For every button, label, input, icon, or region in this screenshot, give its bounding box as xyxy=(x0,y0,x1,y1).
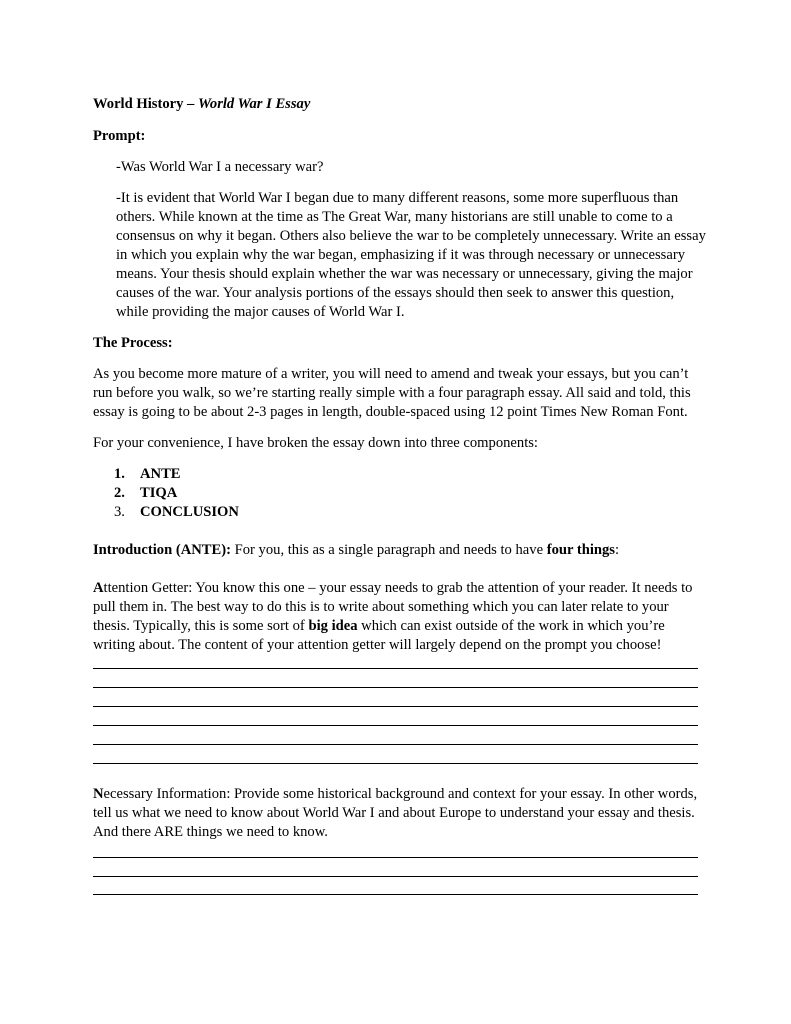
introduction-line: Introduction (ANTE): For you, this as a single paragraph and needs to have four things: xyxy=(93,542,620,558)
prompt-question: -Was World War I a necessary war? xyxy=(116,159,324,175)
component-item-3: 3. CONCLUSION xyxy=(114,504,239,520)
process-heading: The Process: xyxy=(93,335,173,351)
components-intro: For your convenience, I have broken the essay down into three components: xyxy=(93,435,538,451)
answer-line[interactable] xyxy=(93,668,698,669)
answer-line[interactable] xyxy=(93,894,698,895)
prompt-body: -It is evident that World War I began due to many different reasons, some more superfluous than others. While known at the time as The Great War, many historians are still unable to come to a consensus on why it began. Others also believe the war to be completely unnecessary. Write an essay in which you explain why the war began, emphasizing if it was through necessary or unnecessary means. Your thesis should explain whether the war was necessary or unnecessary, giving the major causes of the war. Your analysis portions of the essays should then seek to answer this question, while providing the major causes of World War I. xyxy=(116,190,706,320)
attention-getter-paragraph: Attention Getter: You know this one – your essay needs to grab the attention of your reader. It needs to pull them in. The best way to do this is to write about something which you can later relate to your thesis. Typically, this is some sort of big idea which can exist outside of the work in which you’re writing about. The content of your attention getter will largely depend on the prompt you choose! xyxy=(93,580,693,653)
answer-line[interactable] xyxy=(93,763,698,764)
introduction-heading: Introduction (ANTE): xyxy=(93,542,231,558)
document-title xyxy=(93,95,703,114)
answer-line[interactable] xyxy=(93,744,698,745)
answer-line[interactable] xyxy=(93,725,698,726)
answer-line[interactable] xyxy=(93,687,698,688)
necessary-information-paragraph: Necessary Information: Provide some historical background and context for your essay. In other words, tell us what we need to know about World War I and about Europe to understand your essay and thesis. And there ARE things we need to know. xyxy=(93,786,698,840)
prompt-heading: Prompt: xyxy=(93,128,146,144)
title-italic: World War I Essay xyxy=(198,96,311,112)
component-item-2: 2. TIQA xyxy=(114,485,178,501)
answer-line[interactable] xyxy=(93,876,698,877)
process-paragraph: As you become more mature of a writer, you will need to amend and tweak your essays, but you can’t run before you walk, so we’re starting really simple with a four paragraph essay. All said and told, this essay is going to be about 2-3 pages in length, double-spaced using 12 point Times New Roman Font. xyxy=(93,366,691,420)
title-prefix: World History – xyxy=(93,96,198,112)
component-item-1: 1. ANTE xyxy=(114,466,181,482)
answer-line[interactable] xyxy=(93,706,698,707)
answer-line[interactable] xyxy=(93,857,698,858)
